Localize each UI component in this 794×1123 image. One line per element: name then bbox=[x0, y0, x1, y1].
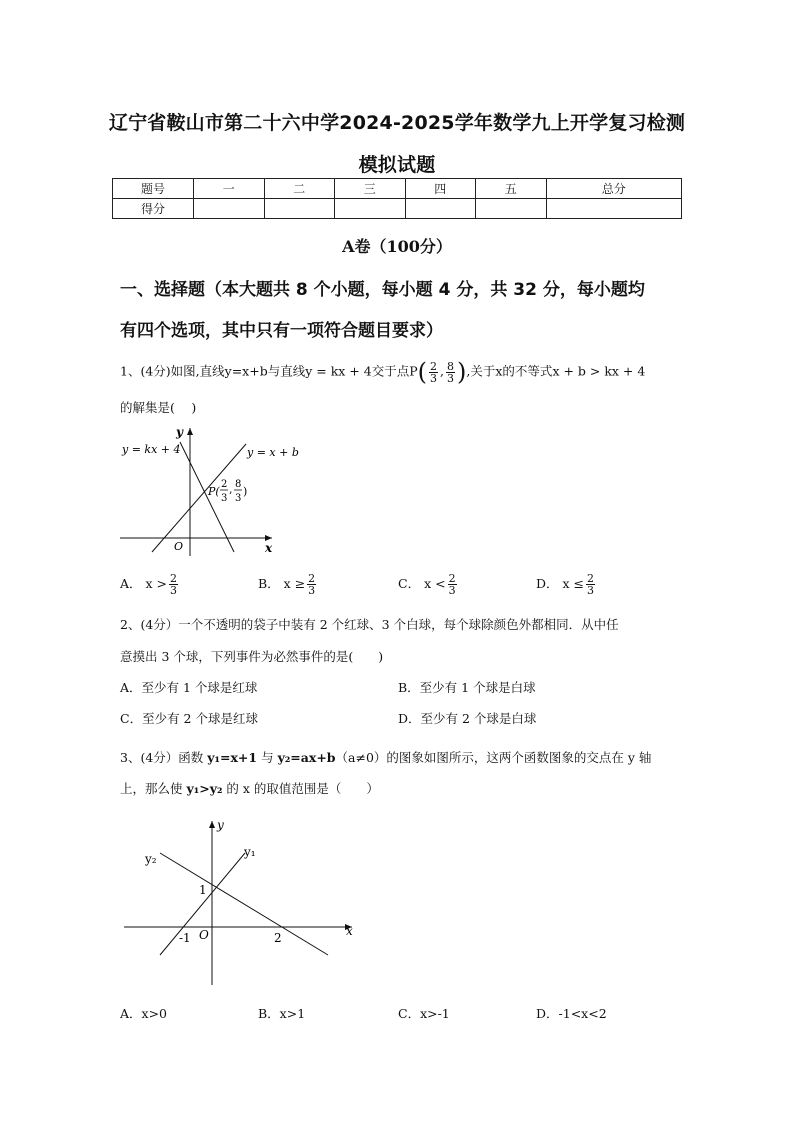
q1-option-a[interactable] bbox=[120, 573, 180, 596]
fraction bbox=[446, 361, 455, 384]
paren-right: ) bbox=[457, 358, 467, 386]
label-p-close: ) bbox=[243, 485, 248, 498]
fraction bbox=[429, 361, 438, 384]
page-title-line2: 模拟试题 bbox=[358, 154, 436, 176]
score-input-cell[interactable] bbox=[264, 199, 335, 219]
score-input-cell[interactable] bbox=[476, 199, 547, 219]
q3-condition: （a≠0）的图象如图所示，这两个函数图象的交点在 y 轴 bbox=[335, 750, 652, 765]
label-x-axis: x bbox=[346, 924, 353, 938]
table-cell: 三 bbox=[335, 179, 406, 199]
option-letter: C． bbox=[398, 576, 421, 591]
score-input-cell[interactable] bbox=[405, 199, 476, 219]
q3-func-2: y₂=ax+b bbox=[277, 750, 336, 765]
label-y-axis: y bbox=[217, 818, 224, 832]
label-p-den2: 3 bbox=[235, 493, 242, 504]
table-cell: 五 bbox=[476, 179, 547, 199]
q3-option-b[interactable]: B．x>1 bbox=[258, 1006, 306, 1021]
q3-and: 与 bbox=[257, 750, 278, 765]
q3-line2a: 上，那么使 bbox=[120, 781, 187, 796]
fraction-den: 3 bbox=[170, 584, 178, 597]
table-cell: 二 bbox=[264, 179, 335, 199]
q1-var: x bbox=[495, 363, 503, 379]
q1-point: P bbox=[409, 363, 418, 379]
label-two: 2 bbox=[274, 931, 282, 945]
q1-prefix: 1、(4分)如图,直线 bbox=[120, 363, 225, 379]
fraction-num: 2 bbox=[430, 359, 438, 373]
section-heading-line2: 有四个选项，其中只有一项符合题目要求） bbox=[120, 321, 443, 341]
option-rel: x ≥ bbox=[283, 576, 306, 591]
label-x-plus-b: y = x + b bbox=[247, 446, 299, 459]
fraction-num: 2 bbox=[587, 572, 595, 585]
q1-line-a: y=x+b bbox=[224, 363, 268, 379]
q1-option-c[interactable] bbox=[398, 573, 459, 596]
table-row bbox=[113, 199, 682, 219]
fraction-num: 2 bbox=[170, 572, 178, 585]
fraction-den: 3 bbox=[448, 584, 456, 597]
fraction-den: 3 bbox=[587, 584, 595, 597]
table-cell: 总分 bbox=[546, 179, 682, 199]
label-p-num2: 8 bbox=[235, 479, 242, 490]
q1-inequality: x + b > kx + 4 bbox=[552, 363, 646, 379]
option-letter: D． bbox=[536, 576, 559, 591]
question-1-stem: 1、(4分)如图,直线y=x+b与直线y = kx + 4交于点P( $\frac{2}{3}$ , $\frac{8}{3}$ ),关于x的不等式x + b > kx + 4 bbox=[120, 358, 646, 386]
q3-option-a[interactable]: A．x>0 bbox=[120, 1006, 168, 1021]
question-3-line1 bbox=[120, 748, 685, 766]
q2-option-a[interactable]: A．至少有 1 个球是红球 bbox=[120, 680, 258, 695]
q2-option-d[interactable]: D．至少有 2 个球是白球 bbox=[398, 711, 537, 726]
q2-option-b[interactable]: B．至少有 1 个球是白球 bbox=[398, 680, 536, 695]
fraction-num: 2 bbox=[448, 572, 456, 585]
label-neg-one: -1 bbox=[179, 931, 191, 945]
option-rel: x > bbox=[145, 576, 168, 591]
fraction bbox=[169, 573, 178, 596]
option-letter: B． bbox=[258, 576, 280, 591]
q1-option-d[interactable] bbox=[536, 573, 597, 596]
q3-prefix: 3、(4分）函数 bbox=[120, 750, 208, 765]
page-title: 辽宁省鞍山市第二十六中学2024-2025学年数学九上开学复习检测 bbox=[108, 112, 686, 134]
section-heading-line1: 一、选择题（本大题共 8 个小题，每小题 4 分，共 32 分，每小题均 bbox=[120, 280, 645, 300]
table-cell: 题号 bbox=[113, 179, 194, 199]
score-input-cell[interactable] bbox=[194, 199, 265, 219]
fraction-den: 3 bbox=[447, 371, 454, 385]
q3-line2b: 的 x 的取值范围是（ ） bbox=[222, 781, 379, 796]
fraction-den: 3 bbox=[308, 584, 316, 597]
fraction bbox=[307, 573, 316, 596]
fraction-num: 8 bbox=[447, 359, 454, 373]
line-x-plus-b bbox=[152, 444, 246, 552]
question-3-line2 bbox=[120, 779, 680, 797]
score-input-cell[interactable] bbox=[335, 199, 406, 219]
question-2-line2: 意摸出 3 个球，下列事件为必然事件的是( ) bbox=[120, 649, 384, 664]
q3-option-c[interactable]: C．x>-1 bbox=[398, 1006, 450, 1021]
q2-option-c[interactable]: C．至少有 2 个球是红球 bbox=[120, 711, 258, 726]
option-letter: A． bbox=[120, 576, 142, 591]
fraction-den: 3 bbox=[430, 371, 438, 385]
question-2-line1: 2、(4分）一个不透明的袋子中装有 2 个红球、3 个白球，每个球除颜色外都相同．从中任 bbox=[120, 617, 619, 632]
q3-inequality: y₁>y₂ bbox=[186, 781, 223, 796]
question-1-line2: 的解集是( ) bbox=[120, 400, 197, 415]
table-row bbox=[113, 179, 682, 199]
q1-mid4: 的不等式 bbox=[502, 363, 553, 379]
label-y1: y₁ bbox=[244, 845, 256, 859]
table-cell: 四 bbox=[405, 179, 476, 199]
option-rel: x < bbox=[424, 576, 446, 591]
q1-mid3: ,关于 bbox=[466, 363, 496, 379]
q1-line-b: y = kx + 4 bbox=[305, 363, 372, 379]
label-kx-plus-4: y = kx + 4 bbox=[122, 443, 181, 456]
score-input-cell[interactable] bbox=[546, 199, 682, 219]
y-axis-arrow-icon bbox=[187, 428, 193, 435]
label-origin: O bbox=[199, 928, 209, 942]
label-x-axis: x bbox=[265, 541, 273, 555]
label-y-axis: y bbox=[176, 425, 183, 439]
fraction-num: 2 bbox=[308, 572, 316, 585]
q1-figure bbox=[112, 420, 302, 560]
label-y2: y₂ bbox=[145, 852, 157, 866]
fraction bbox=[448, 573, 457, 596]
paren-left: ( bbox=[417, 358, 428, 386]
label-p-num1: 2 bbox=[221, 479, 228, 490]
q1-option-b[interactable] bbox=[258, 573, 318, 596]
table-cell: 一 bbox=[194, 179, 265, 199]
label-p-den1: 3 bbox=[221, 493, 228, 504]
q1-mid1: 与直线 bbox=[267, 363, 306, 379]
y-axis-arrow-icon bbox=[209, 821, 215, 828]
q1-mid2: 交于点 bbox=[371, 363, 410, 379]
fraction bbox=[586, 573, 595, 596]
label-one: 1 bbox=[199, 883, 207, 897]
score-table bbox=[112, 178, 682, 219]
label-comma: , bbox=[229, 483, 233, 496]
label-origin: O bbox=[174, 540, 184, 553]
option-rel: x ≤ bbox=[562, 576, 585, 591]
q3-figure bbox=[120, 815, 360, 990]
q3-func-1: y₁=x+1 bbox=[207, 750, 258, 765]
q3-option-d[interactable]: D．-1<x<2 bbox=[536, 1006, 607, 1021]
label-point-p: P( bbox=[208, 485, 220, 498]
table-cell: 得分 bbox=[113, 199, 194, 219]
volume-heading: A卷（100分） bbox=[342, 237, 452, 256]
